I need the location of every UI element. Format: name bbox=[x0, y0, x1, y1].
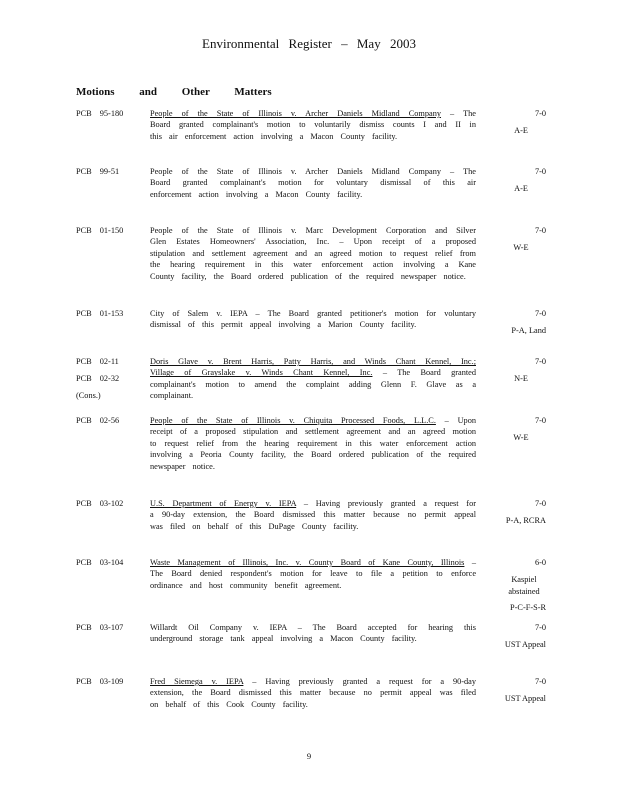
entry-description bbox=[150, 498, 476, 532]
vote-block bbox=[456, 225, 546, 253]
case-type-code: UST Appeal bbox=[504, 640, 546, 649]
case-type-code: P-C-F-S-R bbox=[510, 603, 546, 612]
case-number-list bbox=[76, 622, 146, 639]
entry-text: – Upon receipt of a proposed stipulation and settlement agreement and an agreed motion to request relief from the hearing requirement in this water enforcement action involving a Peoria County facility, the Board ordered publication of the required newspaper notice. bbox=[150, 416, 477, 471]
vote-block bbox=[456, 676, 546, 704]
case-number: PCB 03-107 bbox=[76, 623, 124, 632]
case-number-list bbox=[76, 166, 146, 183]
case-number-list bbox=[76, 557, 146, 574]
case-number: PCB 99-51 bbox=[76, 167, 120, 176]
entry-description bbox=[150, 676, 476, 710]
entry-description bbox=[150, 108, 476, 142]
case-number: PCB 01-153 bbox=[76, 309, 124, 318]
case-type-code: UST Appeal bbox=[504, 694, 546, 703]
vote-block bbox=[456, 498, 546, 526]
case-number-list bbox=[76, 225, 146, 242]
vote-count: 7-0 bbox=[534, 416, 546, 425]
case-number-list bbox=[76, 356, 146, 407]
entry-description bbox=[150, 622, 476, 645]
entry-description bbox=[150, 356, 476, 402]
entry-description bbox=[150, 308, 476, 331]
case-type-code: P-A, RCRA bbox=[505, 516, 546, 525]
case-number: PCB 02-32 bbox=[76, 374, 120, 383]
case-number-list bbox=[76, 415, 146, 432]
case-number: PCB 03-104 bbox=[76, 558, 124, 567]
vote-count: 7-0 bbox=[534, 357, 546, 366]
case-number-list bbox=[76, 108, 146, 125]
vote-block bbox=[456, 108, 546, 136]
vote-count: 6-0 bbox=[534, 558, 546, 567]
vote-count: 7-0 bbox=[534, 499, 546, 508]
entry-text: – The Board denied respondent's motion for leave to file a petition to enforce ordinance and host community benefit agreement. bbox=[150, 558, 476, 590]
vote-count: 7-0 bbox=[534, 167, 546, 176]
case-type-code: W-E bbox=[513, 433, 529, 442]
entry-description bbox=[150, 557, 476, 591]
page-number: 9 bbox=[306, 751, 312, 761]
vote-block bbox=[456, 356, 546, 384]
case-number: PCB 95-180 bbox=[76, 109, 124, 118]
page-title: Environmental Register – May 2003 bbox=[202, 36, 416, 51]
case-caption: Waste Management of Illinois, Inc. v. County Board of Kane County, Illinois bbox=[150, 558, 465, 567]
entry-description bbox=[150, 415, 476, 472]
entry-text: People of the State of Illinois v. Marc Development Corporation and Silver Glen Estates Homeowners' Association, Inc. – Upon receipt of a proposed stipulation and settlement agreement and an agreed motion to request relief from the hearing requirement in this water enforcement action involving a Kane County facility, the Board ordered publication of the required newspaper notice. bbox=[150, 226, 476, 281]
vote-block bbox=[456, 622, 546, 650]
entry-text: People of the State of Illinois v. Archer Daniels Midland Company – The Board granted complainant's motion for voluntary dismissal of this air enforcement action involving a Macon County facility. bbox=[150, 167, 476, 199]
case-number: PCB 03-109 bbox=[76, 677, 124, 686]
case-number: PCB 03-102 bbox=[76, 499, 124, 508]
entry-text: – The Board granted complainant's motion to voluntarily dismiss counts I and II in this air enforcement action involving a Macon County facility. bbox=[150, 109, 476, 141]
case-number: PCB 01-150 bbox=[76, 226, 124, 235]
vote-block bbox=[456, 415, 546, 443]
case-number: PCB 02-11 bbox=[76, 357, 119, 366]
case-caption: Fred Siemega v. IEPA bbox=[150, 677, 244, 686]
entry-text: – The Board granted complainant's motion to amend the complaint adding Glenn F. Glave as a complainant. bbox=[150, 368, 476, 401]
entry-text: City of Salem v. IEPA – The Board granted petitioner's motion for voluntary dismissal of this permit appeal involving a Marion County facility. bbox=[150, 309, 476, 330]
case-number-list bbox=[76, 676, 146, 693]
vote-note: Kaspiel abstained bbox=[508, 575, 540, 596]
vote-count: 7-0 bbox=[534, 623, 546, 632]
vote-block bbox=[456, 166, 546, 194]
vote-block bbox=[456, 308, 546, 336]
entry-text: – Having previously granted a request for a 90-day extension, the Board dismissed this matter because no permit appeal was filed on behalf of this Cook County facility. bbox=[150, 677, 477, 709]
case-number-list bbox=[76, 498, 146, 515]
case-number-list bbox=[76, 308, 146, 325]
entry-description bbox=[150, 225, 476, 282]
case-caption: People of the State of Illinois v. Chiquita Processed Foods, L.L.C. bbox=[150, 416, 436, 425]
case-type-code: N-E bbox=[514, 374, 528, 383]
vote-count: 7-0 bbox=[534, 226, 546, 235]
case-number: PCB 02-56 bbox=[76, 416, 120, 425]
entry-description bbox=[150, 166, 476, 200]
case-type-code: P-A, Land bbox=[511, 326, 546, 335]
case-caption: People of the State of Illinois v. Archer Daniels Midland Company bbox=[150, 109, 442, 118]
section-heading: Motions and Other Matters bbox=[76, 86, 272, 98]
case-caption: Doris Glave v. Brent Harris, Patty Harris, and Winds Chant Kennel, Inc.; Village of Grayslake v. Winds Chant Kennel, Inc. bbox=[150, 357, 476, 378]
entry-text: – Having previously granted a request for a 90-day extension, the Board dismissed this matter because no permit appeal was filed on behalf of this DuPage County facility. bbox=[150, 499, 476, 531]
case-caption: U.S. Department of Energy v. IEPA bbox=[150, 499, 297, 508]
entry-text: Willardt Oil Company v. IEPA – The Board accepted for hearing this underground storage tank appeal involving a Macon County facility. bbox=[150, 623, 476, 644]
consolidated-label: (Cons.) bbox=[76, 391, 101, 400]
case-type-code: A-E bbox=[514, 126, 528, 135]
vote-count: 7-0 bbox=[534, 309, 546, 318]
vote-block bbox=[456, 557, 546, 613]
case-type-code: W-E bbox=[513, 243, 529, 252]
vote-count: 7-0 bbox=[534, 677, 546, 686]
case-type-code: A-E bbox=[514, 184, 528, 193]
vote-count: 7-0 bbox=[534, 109, 546, 118]
